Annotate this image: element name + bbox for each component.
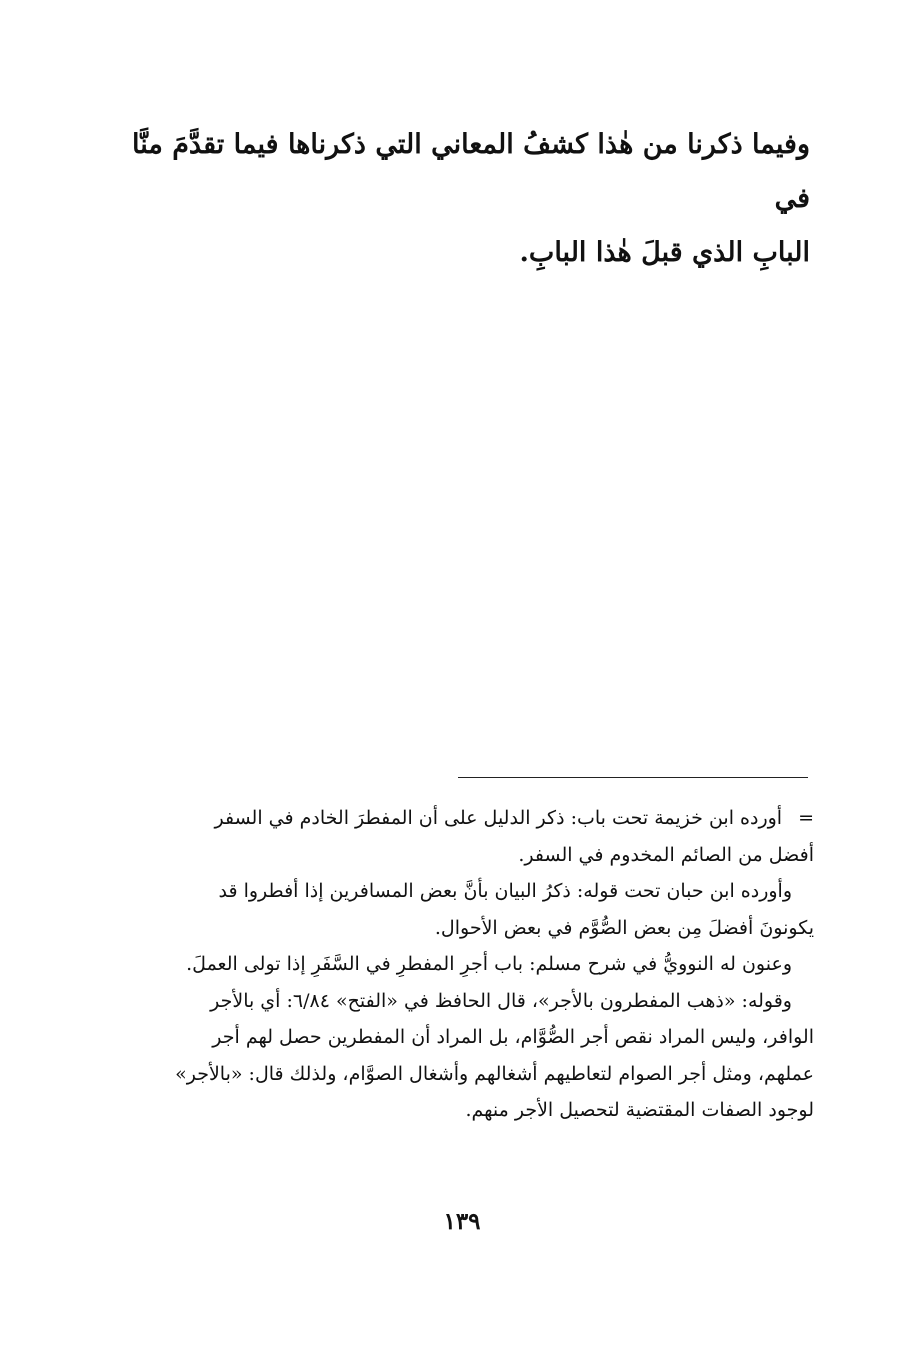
page-number: ١٣٩ (443, 1208, 481, 1235)
footnote-paragraph (108, 946, 814, 983)
footnote-line: أفضل من الصائم المخدوم في السفر. (518, 843, 814, 866)
continuation-mark: = (798, 807, 814, 829)
footnote-line: يكونونَ أفضلَ مِن بعض الصُّوَّم في بعض الأحوال. (434, 916, 814, 939)
footnote-line: وأورده ابن حبان تحت قوله: ذكرُ البيان بأنَّ بعض المسافرين إذا أفطروا قد (218, 880, 792, 902)
footnote-line: وعنون له النوويُّ في شرح مسلم: باب أجرِ المفطرِ في السَّفَرِ إذا تولى العملَ. (186, 953, 792, 975)
footnote-line: وقوله: «ذهب المفطرون بالأجر»، قال الحافظ في «الفتح» ٦/٨٤: أي بالأجر (210, 989, 792, 1012)
footnote-paragraph (108, 873, 814, 946)
footnotes (108, 800, 814, 1129)
footnote-line: الوافر، وليس المراد نقص أجر الصُّوَّام، بل المراد أن المفطرين حصل لهم أجر (212, 1026, 814, 1048)
footnote-line: عملهم، ومثل أجر الصوام لتعاطيهم أشغالهم وأشغال الصوَّام، ولذلك قال: «بالأجر» (175, 1062, 814, 1085)
footnote-paragraph (108, 800, 814, 873)
main-text (108, 118, 810, 280)
footnote-line: لوجود الصفات المقتضية لتحصيل الأجر منهم. (465, 1099, 814, 1121)
footnote-text: أورده ابن خزيمة تحت باب: ذكر الدليل على أن المفطرَ الخادم في السفر (214, 807, 783, 829)
footnote-separator (458, 777, 808, 778)
main-text-line: البابِ الذي قبلَ هٰذا البابِ. (519, 237, 810, 268)
footnote-line (108, 800, 814, 837)
footnote-paragraph (108, 983, 814, 1129)
main-text-line: وفيما ذكرنا من هٰذا كشفُ المعاني التي ذكرناها فيما تقدَّمَ منَّا في (131, 129, 810, 214)
